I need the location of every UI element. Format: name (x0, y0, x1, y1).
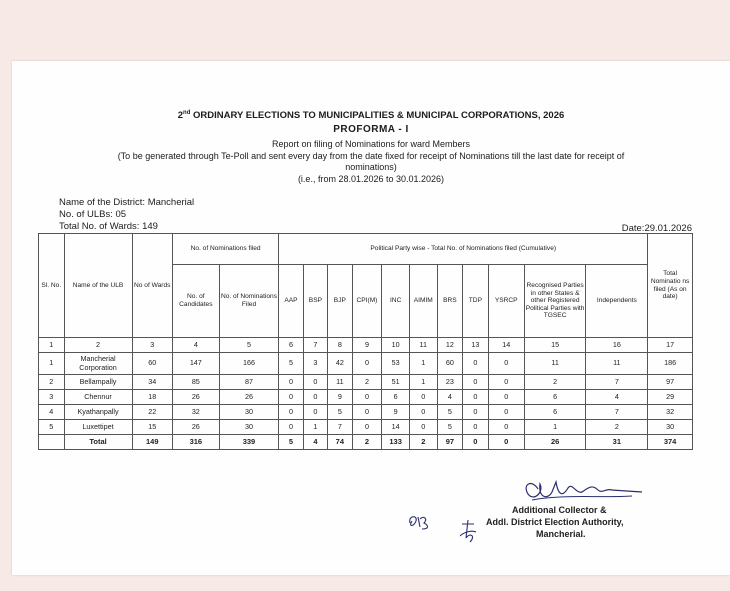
table-cell: 11 (524, 353, 586, 375)
col-aap: AAP (279, 265, 303, 338)
table-cell: 14 (382, 420, 410, 435)
col-group-nominations: No. of Nominations filed (172, 234, 278, 265)
total-row (39, 435, 693, 450)
table-cell: 16 (586, 338, 648, 353)
table-cell: 7 (586, 405, 648, 420)
table-cell: 3 (132, 338, 172, 353)
col-bjp: BJP (328, 265, 352, 338)
col-ulb-name: Name of the ULB (64, 234, 132, 338)
table-cell: 10 (382, 338, 410, 353)
document-page (12, 61, 730, 575)
table-cell: 1 (524, 420, 586, 435)
table-cell: 30 (219, 420, 279, 435)
table-cell: 1 (303, 420, 327, 435)
table-cell: 5 (219, 338, 279, 353)
table-cell: 374 (648, 435, 693, 450)
table-cell: 4 (303, 435, 327, 450)
table-row (39, 375, 693, 390)
col-recognised-parties: Recognised Parties in other States & other Registered Political Parties with TGSEC (524, 265, 586, 338)
table-cell: 2 (39, 375, 65, 390)
table-cell: 32 (172, 405, 219, 420)
table-cell: 147 (172, 353, 219, 375)
table-cell: 5 (279, 353, 303, 375)
district-name: Name of the District: Mancherial (59, 197, 195, 208)
initials-mark-2 (456, 518, 480, 546)
table-cell: Total (64, 435, 132, 450)
table-cell: 0 (303, 405, 327, 420)
table-cell: 0 (463, 375, 489, 390)
table-cell: 22 (132, 405, 172, 420)
table-cell: 0 (488, 390, 524, 405)
ward-count: Total No. of Wards: 149 (59, 221, 158, 232)
table-cell: 4 (586, 390, 648, 405)
table-cell: 87 (219, 375, 279, 390)
table-cell: 2 (64, 338, 132, 353)
table-cell: 26 (172, 420, 219, 435)
table-cell: 2 (586, 420, 648, 435)
table-cell: 0 (352, 390, 382, 405)
table-cell: 15 (132, 420, 172, 435)
col-bsp: BSP (303, 265, 327, 338)
table-cell: 2 (524, 375, 586, 390)
col-inc: INC (382, 265, 410, 338)
table-cell: 4 (437, 390, 463, 405)
table-cell: 0 (463, 353, 489, 375)
table-cell: 14 (488, 338, 524, 353)
nominations-table (38, 233, 693, 450)
col-brs: BRS (437, 265, 463, 338)
table-cell: 186 (648, 353, 693, 375)
table-cell: 3 (39, 390, 65, 405)
table-cell: 97 (648, 375, 693, 390)
table-cell: 6 (382, 390, 410, 405)
table-cell: 0 (352, 405, 382, 420)
table-cell: 5 (39, 420, 65, 435)
table-cell: 11 (409, 338, 437, 353)
table-cell: 0 (488, 420, 524, 435)
table-cell: 2 (352, 435, 382, 450)
table-cell: 1 (39, 338, 65, 353)
table-cell: 17 (648, 338, 693, 353)
table-cell: 5 (437, 420, 463, 435)
report-note-line1: (To be generated through Te-Poll and sent every day from the date fixed for receipt of Nominations till the last date for receipt of (117, 151, 625, 161)
table-cell: 31 (586, 435, 648, 450)
election-title: 2nd ORDINARY ELECTIONS TO MUNICIPALITIES & MUNICIPAL CORPORATIONS, 2026 (177, 110, 565, 122)
table-cell: Bellampally (64, 375, 132, 390)
table-cell: 4 (39, 405, 65, 420)
table-cell: 60 (132, 353, 172, 375)
ulb-count: No. of ULBs: 05 (59, 209, 127, 220)
table-cell: 166 (219, 353, 279, 375)
table-cell: 26 (219, 390, 279, 405)
table-cell: 51 (382, 375, 410, 390)
table-cell: 0 (409, 420, 437, 435)
table-cell: 0 (409, 390, 437, 405)
table-cell: 1 (39, 353, 65, 375)
table-cell: 0 (303, 375, 327, 390)
table-cell: 2 (352, 375, 382, 390)
table-cell: 3 (303, 353, 327, 375)
table-cell: 11 (328, 375, 352, 390)
col-cpim: CPI(M) (352, 265, 382, 338)
col-group-party-wise: Political Party wise - Total No. of Nominations filed (Cumulative) (279, 234, 648, 265)
table-cell: 30 (648, 420, 693, 435)
table-cell: 6 (279, 338, 303, 353)
table-cell: 5 (437, 405, 463, 420)
table-cell: 7 (586, 375, 648, 390)
table-cell: 23 (437, 375, 463, 390)
table-cell: 8 (328, 338, 352, 353)
report-date: Date:29.01.2026 (621, 223, 692, 234)
table-cell: 2 (409, 435, 437, 450)
table-cell: 12 (437, 338, 463, 353)
proforma-title: PROFORMA - I (333, 124, 409, 135)
col-sl-no: Sl. No. (39, 234, 65, 338)
col-aimim: AIMIM (409, 265, 437, 338)
table-cell (39, 435, 65, 450)
table-cell: 97 (437, 435, 463, 450)
table-cell: 13 (463, 338, 489, 353)
table-cell: 0 (488, 375, 524, 390)
table-cell: 9 (352, 338, 382, 353)
table-cell: 53 (382, 353, 410, 375)
table-row (39, 405, 693, 420)
table-cell: 85 (172, 375, 219, 390)
col-wards: No of Wards (132, 234, 172, 338)
table-cell: 0 (352, 420, 382, 435)
table-cell: 6 (524, 405, 586, 420)
table-cell: 1 (409, 353, 437, 375)
table-cell: 0 (279, 390, 303, 405)
table-cell: 5 (279, 435, 303, 450)
table-cell: 0 (463, 405, 489, 420)
table-cell: 0 (463, 420, 489, 435)
table-cell: Luxettipet (64, 420, 132, 435)
table-cell: 11 (586, 353, 648, 375)
table-cell: 0 (488, 353, 524, 375)
table-cell: 29 (648, 390, 693, 405)
table-cell: 339 (219, 435, 279, 450)
table-cell: 60 (437, 353, 463, 375)
table-cell: 0 (488, 405, 524, 420)
table-cell: 0 (279, 405, 303, 420)
table-cell: 42 (328, 353, 352, 375)
table-cell: Mancherial Corporation (64, 353, 132, 375)
table-cell: 9 (382, 405, 410, 420)
table-cell: 0 (279, 420, 303, 435)
report-note-line2: nominations) (345, 162, 397, 172)
table-row (39, 390, 693, 405)
table-cell: 133 (382, 435, 410, 450)
table-cell: 26 (172, 390, 219, 405)
table-cell: 0 (303, 390, 327, 405)
table-cell: 4 (172, 338, 219, 353)
table-cell: Kyathanpally (64, 405, 132, 420)
col-total-nominations: Total Nominatio ns filed (As on date) (648, 234, 693, 338)
table-cell: 149 (132, 435, 172, 450)
table-cell: Chennur (64, 390, 132, 405)
table-cell: 18 (132, 390, 172, 405)
col-candidates: No. of Candidates (172, 265, 219, 338)
table-cell: 30 (219, 405, 279, 420)
table-cell: 0 (488, 435, 524, 450)
table-cell: 15 (524, 338, 586, 353)
signatory-title: Additional Collector & (512, 505, 607, 515)
table-cell: 0 (409, 405, 437, 420)
signatory-place: Mancherial. (536, 529, 586, 539)
table-cell: 316 (172, 435, 219, 450)
col-nominations-filed: No. of Nominations Filed (219, 265, 279, 338)
table-cell: 7 (303, 338, 327, 353)
col-tdp: TDP (463, 265, 489, 338)
col-independents: Independents (586, 265, 648, 338)
report-period: (i.e., from 28.01.2026 to 30.01.2026) (297, 174, 445, 184)
table-cell: 26 (524, 435, 586, 450)
table-cell: 74 (328, 435, 352, 450)
table-cell: 6 (524, 390, 586, 405)
table-cell: 7 (328, 420, 352, 435)
report-title: Report on filing of Nominations for ward Members (271, 139, 471, 149)
initials-mark (406, 511, 436, 533)
col-ysrcp: YSRCP (488, 265, 524, 338)
table-row (39, 353, 693, 375)
table-cell: 9 (328, 390, 352, 405)
table-cell: 0 (279, 375, 303, 390)
table-cell: 0 (463, 390, 489, 405)
table-cell: 1 (409, 375, 437, 390)
table-cell: 5 (328, 405, 352, 420)
signatory-authority: Addl. District Election Authority, (486, 517, 624, 527)
table-cell: 34 (132, 375, 172, 390)
table-body (39, 338, 693, 450)
table-row (39, 420, 693, 435)
index-row (39, 338, 693, 353)
table-cell: 0 (352, 353, 382, 375)
table-cell: 32 (648, 405, 693, 420)
table-cell: 0 (463, 435, 489, 450)
